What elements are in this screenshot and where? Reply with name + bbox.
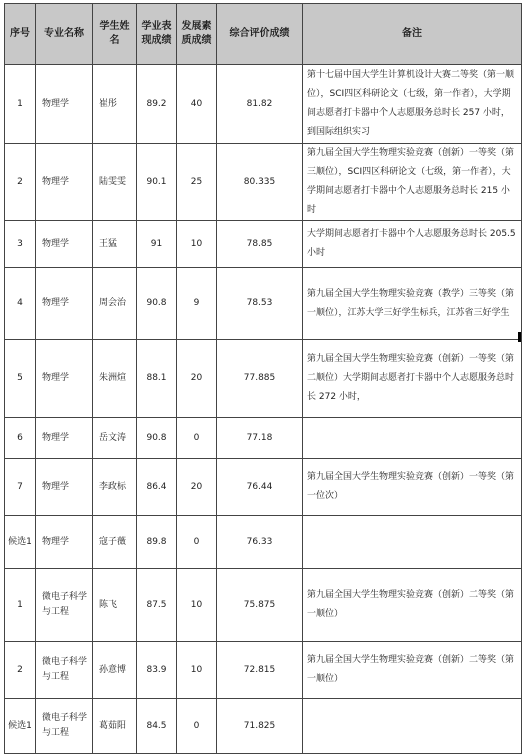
cell-remarks: 第九届全国大学生物理实验竞赛（创新）二等奖（第一顺位） [303,569,522,642]
header-development: 发展素质成绩 [177,4,217,65]
header-major: 专业名称 [36,4,93,65]
cell-student-name: 寇子薇 [93,516,137,569]
cell-seq: 2 [5,642,36,699]
cell-overall-score: 76.33 [217,516,303,569]
cell-major: 微电子科学与工程 [36,699,93,754]
results-table [4,3,522,754]
cell-student-name: 陈飞 [93,569,137,642]
table-row [5,418,522,459]
page-marker [518,332,521,342]
cell-overall-score: 75.875 [217,569,303,642]
cell-development-score: 0 [177,699,217,754]
header-remarks: 备注 [303,4,522,65]
cell-seq: 5 [5,340,36,418]
cell-student-name: 岳文涛 [93,418,137,459]
cell-development-score: 40 [177,65,217,144]
cell-seq: 候选1 [5,699,36,754]
table-row [5,642,522,699]
cell-overall-score: 80.335 [217,144,303,221]
cell-development-score: 10 [177,642,217,699]
cell-major: 物理学 [36,268,93,340]
cell-student-name: 周会治 [93,268,137,340]
cell-major: 物理学 [36,459,93,516]
table-row [5,340,522,418]
cell-seq: 7 [5,459,36,516]
cell-remarks: 第九届全国大学生物理实验竞赛（创新）二等奖（第一顺位） [303,642,522,699]
header-seq: 序号 [5,4,36,65]
cell-development-score: 20 [177,340,217,418]
cell-major: 微电子科学与工程 [36,569,93,642]
table-header-row [5,4,522,65]
cell-major: 物理学 [36,418,93,459]
cell-seq: 2 [5,144,36,221]
cell-overall-score: 71.825 [217,699,303,754]
table-row [5,459,522,516]
table-row [5,699,522,754]
table-row [5,569,522,642]
cell-overall-score: 81.82 [217,65,303,144]
cell-overall-score: 72.815 [217,642,303,699]
table-row [5,516,522,569]
cell-development-score: 20 [177,459,217,516]
cell-overall-score: 78.53 [217,268,303,340]
cell-development-score: 0 [177,418,217,459]
cell-student-name: 崔彤 [93,65,137,144]
header-student: 学生姓名 [93,4,137,65]
cell-major: 物理学 [36,221,93,268]
cell-seq: 1 [5,569,36,642]
cell-academic-score: 83.9 [137,642,177,699]
cell-remarks [303,418,522,459]
cell-overall-score: 78.85 [217,221,303,268]
header-overall: 综合评价成绩 [217,4,303,65]
cell-development-score: 10 [177,569,217,642]
cell-academic-score: 87.5 [137,569,177,642]
cell-student-name: 陆雯雯 [93,144,137,221]
cell-development-score: 25 [177,144,217,221]
cell-academic-score: 90.8 [137,268,177,340]
cell-remarks: 第九届全国大学生物理实验竞赛（创新）一等奖（第三顺位），SCI四区科研论文（七级，第一作者），大学期间志愿者打卡器中个人志愿服务总时长 215 小时 [303,144,522,221]
table-row [5,221,522,268]
cell-student-name: 孙意博 [93,642,137,699]
cell-academic-score: 86.4 [137,459,177,516]
cell-major: 物理学 [36,65,93,144]
results-table-wrapper [4,3,521,753]
cell-remarks: 第九届全国大学生物理实验竞赛（创新）一等奖（第二顺位）大学期间志愿者打卡器中个人志愿服务总时长 272 小时， [303,340,522,418]
cell-major: 物理学 [36,144,93,221]
cell-remarks: 第九届全国大学生物理实验竞赛（教学）三等奖（第一顺位），江苏大学三好学生标兵，江苏省三好学生 [303,268,522,340]
cell-development-score: 10 [177,221,217,268]
cell-overall-score: 77.885 [217,340,303,418]
cell-seq: 1 [5,65,36,144]
header-academic: 学业表现成绩 [137,4,177,65]
cell-student-name: 葛茹阳 [93,699,137,754]
cell-seq: 候选1 [5,516,36,569]
cell-remarks: 第十七届中国大学生计算机设计大赛二等奖（第一顺位），SCI四区科研论文（七级，第一作者），大学期间志愿者打卡器中个人志愿服务总时长 257 小时， 到国际组织实习 [303,65,522,144]
cell-academic-score: 91 [137,221,177,268]
table-row [5,65,522,144]
cell-overall-score: 77.18 [217,418,303,459]
cell-major: 物理学 [36,340,93,418]
cell-remarks [303,699,522,754]
cell-remarks: 第九届全国大学生物理实验竞赛（创新）一等奖（第一位次） [303,459,522,516]
cell-development-score: 0 [177,516,217,569]
cell-student-name: 李政标 [93,459,137,516]
cell-academic-score: 89.2 [137,65,177,144]
cell-remarks [303,516,522,569]
table-row [5,268,522,340]
cell-academic-score: 90.8 [137,418,177,459]
cell-academic-score: 89.8 [137,516,177,569]
cell-student-name: 王猛 [93,221,137,268]
cell-academic-score: 84.5 [137,699,177,754]
cell-student-name: 朱洲煊 [93,340,137,418]
table-row [5,144,522,221]
cell-academic-score: 88.1 [137,340,177,418]
cell-seq: 4 [5,268,36,340]
cell-major: 微电子科学与工程 [36,642,93,699]
cell-remarks: 大学期间志愿者打卡器中个人志愿服务总时长 205.5 小时 [303,221,522,268]
cell-academic-score: 90.1 [137,144,177,221]
cell-overall-score: 76.44 [217,459,303,516]
cell-seq: 3 [5,221,36,268]
cell-seq: 6 [5,418,36,459]
cell-development-score: 9 [177,268,217,340]
cell-major: 物理学 [36,516,93,569]
